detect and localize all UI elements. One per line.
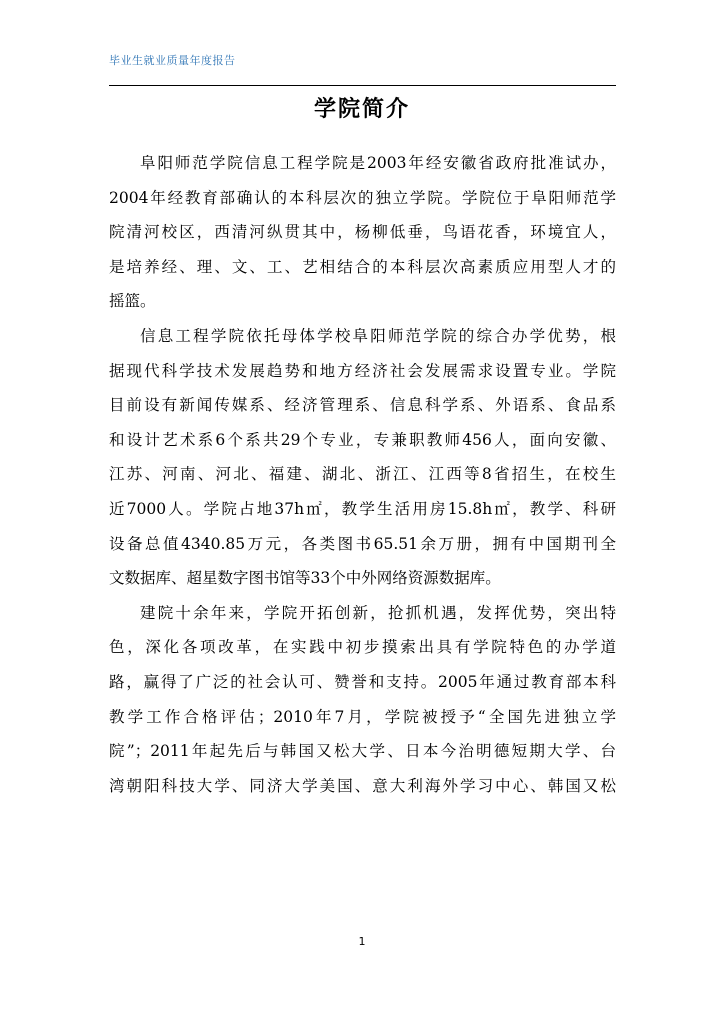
paragraph-3-line-2: 色，深化各项改革，在实践中初步摸索出具有学院特色的办学道 (109, 638, 616, 657)
paragraph-2-line-3: 目前设有新闻传媒系、经济管理系、信息科学系、外语系、食品系 (109, 396, 616, 415)
paragraph-2-line-2: 据现代科学技术发展趋势和地方经济社会发展需求设置专业。学院 (109, 361, 616, 380)
paragraph-3-line-1: 建院十余年来，学院开拓创新，抢抓机遇，发挥优势，突出特 (140, 603, 616, 622)
running-header: 毕业生就业质量年度报告 (109, 54, 236, 67)
paragraph-1-line-4: 是培养经、理、文、工、艺相结合的本科层次高素质应用型人才的 (109, 257, 616, 276)
paragraph-1-line-2: 2004年经教育部确认的本科层次的独立学院。学院位于阜阳师范学 (109, 188, 616, 207)
paragraph-1-line-1: 阜阳师范学院信息工程学院是2003年经安徽省政府批准试办， (140, 154, 616, 172)
document-body (109, 150, 616, 807)
paragraph-2-line-6: 近7000人。学院占地37h㎡，教学生活用房15.8h㎡，教学、科研 (109, 499, 616, 518)
header-divider (109, 85, 616, 86)
paragraph-3-line-5: 院”；2011年起先后与韩国又松大学、日本今治明德短期大学、台 (109, 742, 616, 761)
paragraph-3-line-6: 湾朝阳科技大学、同济大学美国、意大利海外学习中心、韩国又松 (109, 776, 616, 795)
paragraph-2-line-4: 和设计艺术系6个系共29个专业，专兼职教师456人，面向安徽、 (109, 430, 616, 449)
paragraph-1-line-3: 院清河校区，西清河纵贯其中，杨柳低垂，鸟语花香，环境宜人， (109, 223, 616, 242)
paragraph-2-line-7: 设备总值4340.85万元，各类图书65.51余万册，拥有中国期刊全 (109, 534, 616, 553)
page-title: 学院简介 (313, 97, 410, 122)
page-number: 1 (358, 935, 366, 948)
paragraph-1-line-5: 摇篮。 (109, 292, 156, 311)
paragraph-2-line-8: 文数据库、超星数字图书馆等33个中外网络资源数据库。 (109, 569, 501, 588)
paragraph-3-line-4: 教学工作合格评估；2010年7月，学院被授予“全国先进独立学 (109, 707, 616, 726)
paragraph-2-line-1: 信息工程学院依托母体学校阜阳师范学院的综合办学优势，根 (140, 326, 616, 345)
paragraph-2-line-5: 江苏、河南、河北、福建、湖北、浙江、江西等8省招生，在校生 (109, 465, 616, 484)
paragraph-3-line-3: 路，赢得了广泛的社会认可、赞誉和支持。2005年通过教育部本科 (109, 672, 616, 691)
